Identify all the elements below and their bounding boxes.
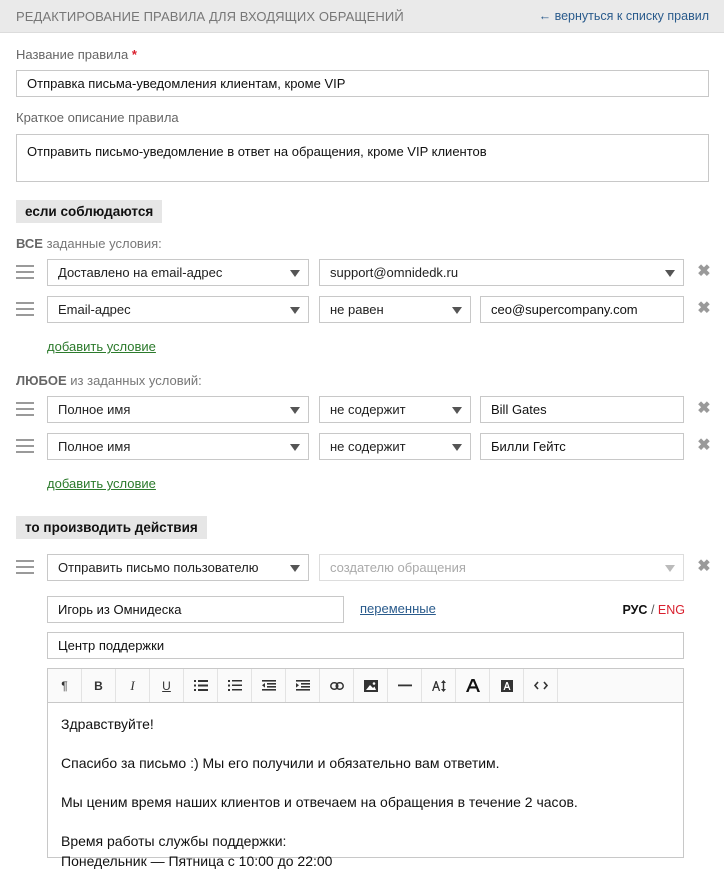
text-color-icon bbox=[466, 679, 480, 692]
sender-name-input[interactable]: Игорь из Омнидеска bbox=[47, 596, 344, 623]
rule-name-input[interactable]: Отправка письма-уведомления клиентам, кроме VIP bbox=[16, 70, 709, 97]
chevron-down-icon bbox=[665, 270, 675, 277]
condition-field-select[interactable]: Полное имя bbox=[47, 396, 309, 423]
outdent-button[interactable] bbox=[252, 669, 286, 702]
lang-ru-link[interactable]: РУС bbox=[622, 603, 648, 617]
link-icon bbox=[330, 682, 344, 690]
condition-operator-select[interactable]: не содержит bbox=[319, 433, 471, 460]
chevron-down-icon bbox=[290, 307, 300, 314]
horizontal-rule-button[interactable] bbox=[388, 669, 422, 702]
chevron-down-icon bbox=[452, 307, 462, 314]
message-editor bbox=[47, 668, 684, 869]
back-to-rules-link[interactable]: ← вернуться к списку правил bbox=[538, 9, 709, 23]
italic-button[interactable]: I bbox=[116, 669, 150, 702]
outdent-icon bbox=[262, 680, 276, 691]
bulleted-list-icon bbox=[194, 680, 208, 691]
horizontal-rule-icon bbox=[398, 684, 412, 687]
lang-separator: / bbox=[650, 603, 655, 617]
background-color-button[interactable] bbox=[490, 669, 524, 702]
background-color-icon bbox=[501, 680, 513, 692]
code-icon bbox=[534, 681, 548, 690]
paragraph-button[interactable]: ¶ bbox=[48, 669, 82, 702]
add-condition-all-link[interactable]: добавить условие bbox=[47, 339, 156, 354]
subject-input[interactable]: Центр поддержки bbox=[47, 632, 684, 659]
editor-toolbar bbox=[48, 669, 683, 703]
chevron-down-icon bbox=[452, 407, 462, 414]
rule-description-label: Краткое описание правила bbox=[16, 110, 179, 125]
drag-handle-icon[interactable] bbox=[16, 560, 34, 574]
condition-value-input[interactable]: Билли Гейтс bbox=[480, 433, 684, 460]
actions-section-title: то производить действия bbox=[16, 516, 207, 539]
font-size-icon bbox=[432, 680, 446, 692]
image-icon bbox=[364, 680, 378, 692]
condition-value-select[interactable]: support@omnidedk.ru bbox=[319, 259, 684, 286]
remove-condition-icon[interactable]: ✖ bbox=[697, 400, 711, 417]
code-view-button[interactable] bbox=[524, 669, 558, 702]
drag-handle-icon[interactable] bbox=[16, 265, 34, 279]
chevron-down-icon bbox=[665, 565, 675, 572]
rule-description-textarea[interactable]: Отправить письмо-уведомление в ответ на обращения, кроме VIP клиентов bbox=[16, 134, 709, 182]
any-conditions-label: ЛЮБОЕ из заданных условий: bbox=[16, 373, 202, 388]
underline-button[interactable]: U bbox=[150, 669, 184, 702]
language-switch bbox=[622, 603, 685, 617]
drag-handle-icon[interactable] bbox=[16, 402, 34, 416]
text-color-button[interactable] bbox=[456, 669, 490, 702]
page-header bbox=[0, 0, 724, 33]
editor-content[interactable] bbox=[48, 703, 683, 869]
chevron-down-icon bbox=[452, 444, 462, 451]
condition-field-select[interactable]: Полное имя bbox=[47, 433, 309, 460]
message-paragraph: Спасибо за письмо :) Мы его получили и обязательно вам ответим. bbox=[61, 755, 500, 771]
numbered-list-icon bbox=[228, 680, 242, 691]
condition-operator-select[interactable]: не равен bbox=[319, 296, 471, 323]
message-paragraph: Мы ценим время наших клиентов и отвечаем на обращения в течение 2 часов. bbox=[61, 794, 578, 810]
condition-field-select[interactable]: Email-адрес bbox=[47, 296, 309, 323]
action-type-select[interactable]: Отправить письмо пользователю bbox=[47, 554, 309, 581]
action-recipient-select[interactable]: создателю обращения bbox=[319, 554, 684, 581]
chevron-down-icon bbox=[290, 407, 300, 414]
condition-value-input[interactable]: Bill Gates bbox=[480, 396, 684, 423]
message-paragraph: Время работы службы поддержки: bbox=[61, 833, 287, 849]
drag-handle-icon[interactable] bbox=[16, 302, 34, 316]
variables-link[interactable]: переменные bbox=[360, 601, 436, 616]
lang-en-link[interactable]: ENG bbox=[657, 603, 685, 617]
image-button[interactable] bbox=[354, 669, 388, 702]
chevron-down-icon bbox=[290, 444, 300, 451]
message-paragraph: Понедельник — Пятница с 10:00 до 22:00 bbox=[61, 852, 333, 869]
required-mark: * bbox=[131, 47, 137, 62]
page-title: РЕДАКТИРОВАНИЕ ПРАВИЛА ДЛЯ ВХОДЯЩИХ ОБРАЩЕНИЙ bbox=[16, 9, 404, 24]
numbered-list-button[interactable] bbox=[218, 669, 252, 702]
link-button[interactable] bbox=[320, 669, 354, 702]
remove-condition-icon[interactable]: ✖ bbox=[697, 263, 711, 280]
chevron-down-icon bbox=[290, 270, 300, 277]
condition-operator-select[interactable]: не содержит bbox=[319, 396, 471, 423]
condition-field-select[interactable]: Доставлено на email-адрес bbox=[47, 259, 309, 286]
message-paragraph: Здравствуйте! bbox=[61, 716, 154, 732]
drag-handle-icon[interactable] bbox=[16, 439, 34, 453]
bold-button[interactable]: B bbox=[82, 669, 116, 702]
condition-value-input[interactable]: ceo@supercompany.com bbox=[480, 296, 684, 323]
remove-action-icon[interactable]: ✖ bbox=[697, 558, 711, 575]
remove-condition-icon[interactable]: ✖ bbox=[697, 300, 711, 317]
bulleted-list-button[interactable] bbox=[184, 669, 218, 702]
add-condition-any-link[interactable]: добавить условие bbox=[47, 476, 156, 491]
indent-icon bbox=[296, 680, 310, 691]
font-size-button[interactable] bbox=[422, 669, 456, 702]
remove-condition-icon[interactable]: ✖ bbox=[697, 437, 711, 454]
rule-name-label: Название правила * bbox=[16, 47, 137, 62]
all-conditions-label: ВСЕ заданные условия: bbox=[16, 236, 162, 251]
chevron-down-icon bbox=[290, 565, 300, 572]
indent-button[interactable] bbox=[286, 669, 320, 702]
conditions-section-title: если соблюдаются bbox=[16, 200, 162, 223]
